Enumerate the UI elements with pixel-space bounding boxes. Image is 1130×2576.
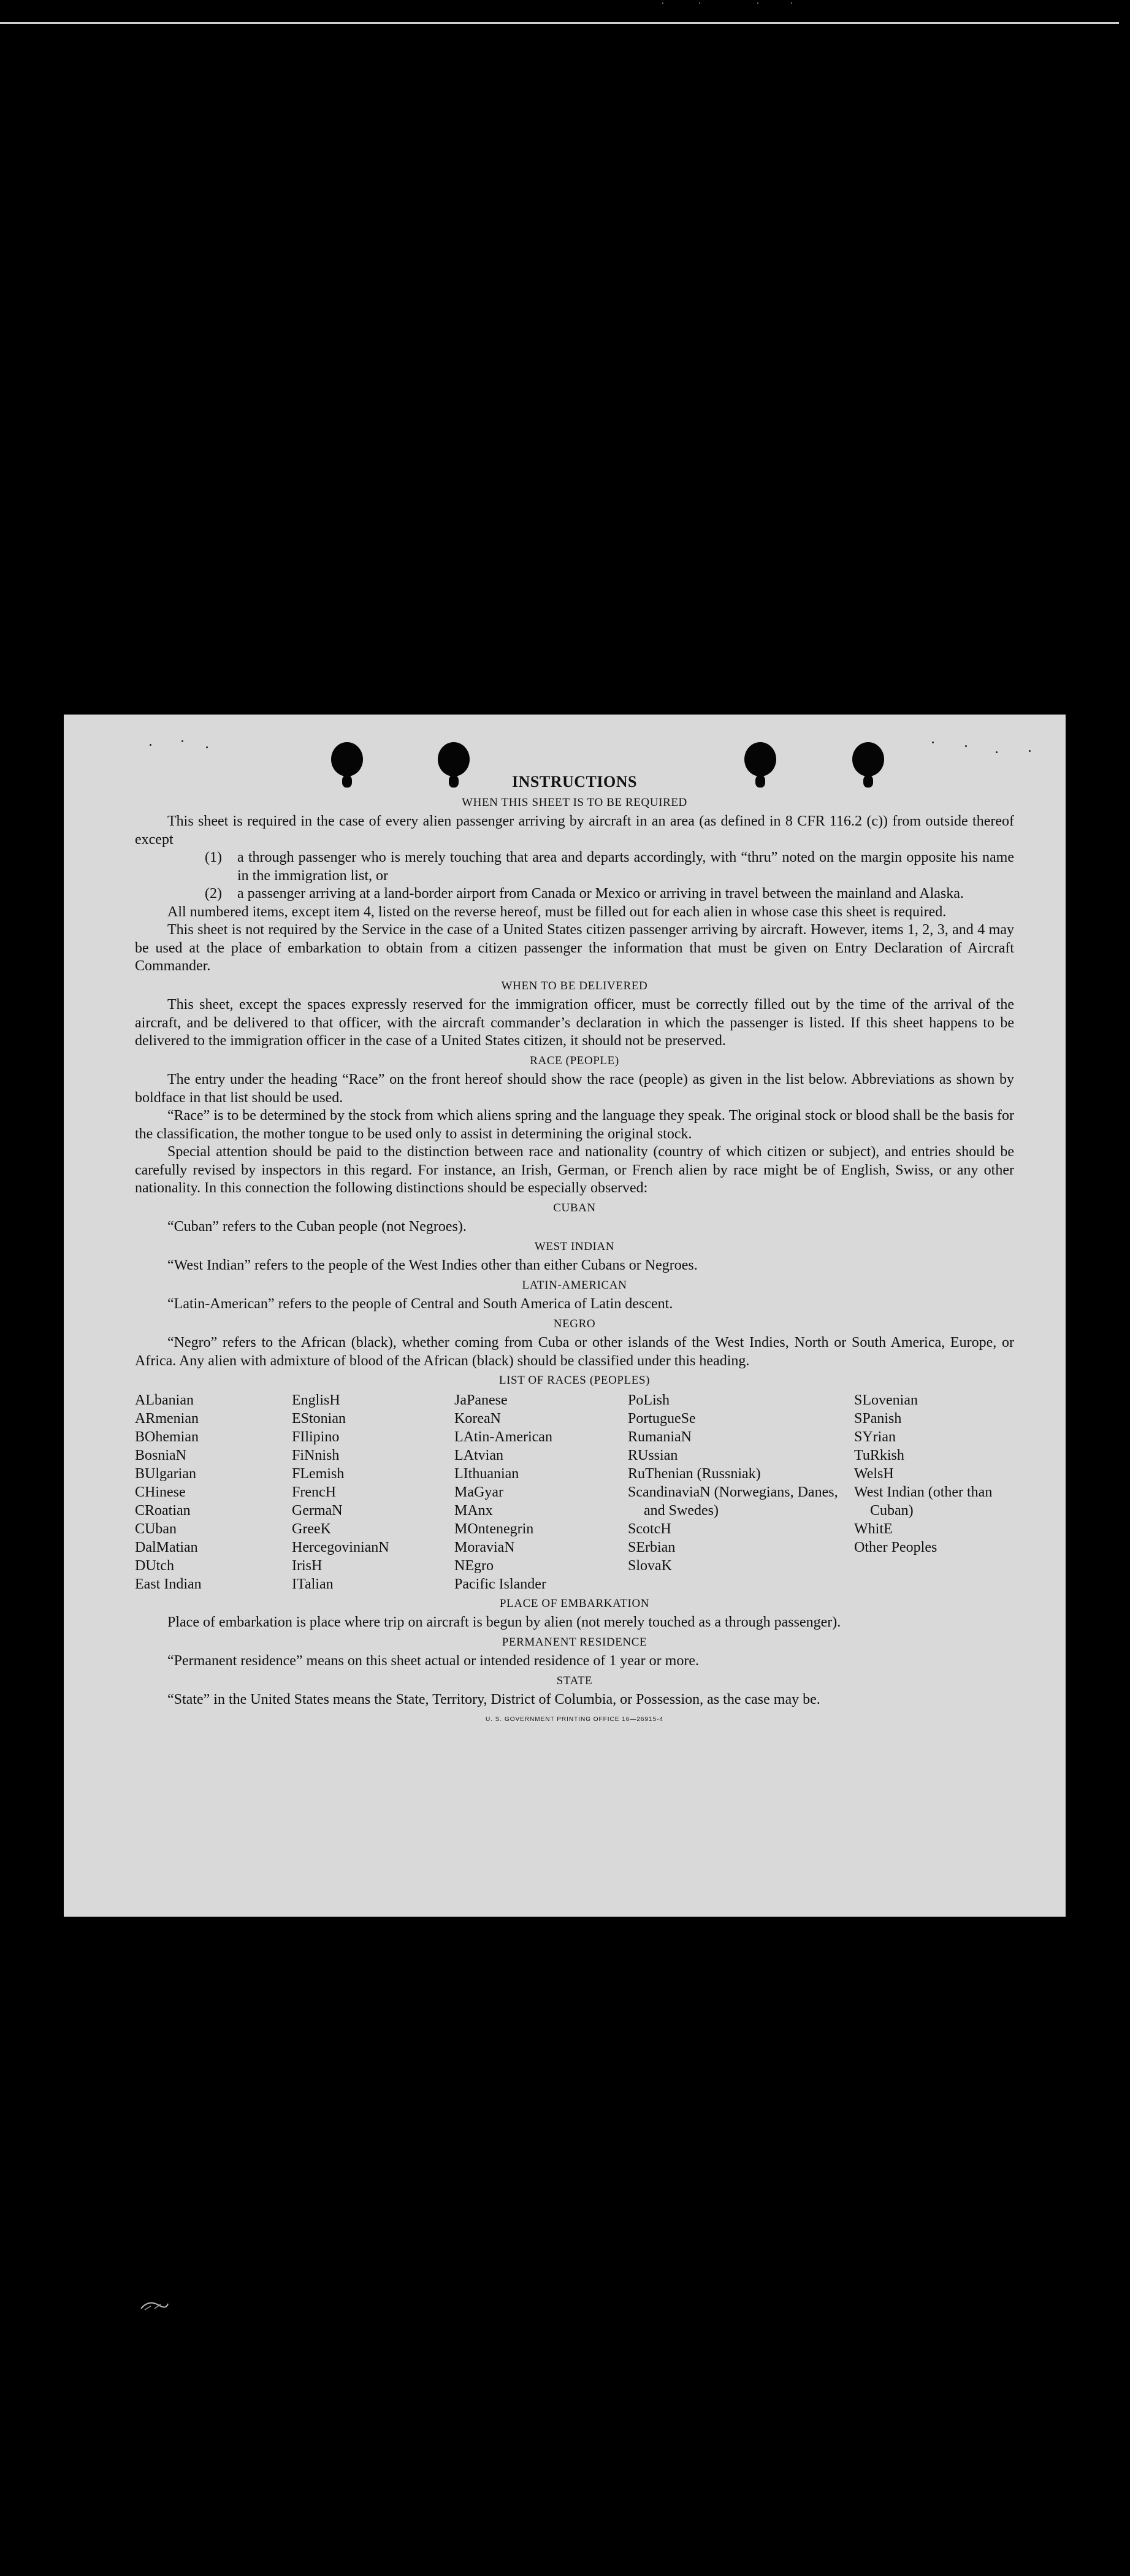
film-specks <box>662 2 846 6</box>
race-entry: PortugueSe <box>628 1410 696 1427</box>
film-scratch-mark <box>140 2299 169 2312</box>
section-heading: PERMANENT RESIDENCE <box>502 1635 647 1649</box>
race-entry: CRoatian <box>135 1502 191 1519</box>
section-race <box>135 1052 1014 1198</box>
section-residence <box>135 1633 1014 1671</box>
race-entry: FrencH <box>292 1484 336 1500</box>
paragraph: “Latin-American” refers to the people of Central and South America of Latin descent. <box>167 1296 673 1312</box>
section-heading: CUBAN <box>553 1201 596 1214</box>
race-entry: ALbanian <box>135 1392 194 1408</box>
section-heading: LATIN-AMERICAN <box>522 1278 627 1292</box>
race-entry: MOntenegrin <box>454 1520 534 1537</box>
punch-hole <box>331 742 363 776</box>
race-entry: MaGyar <box>454 1484 503 1500</box>
race-entry: PoLish <box>628 1392 670 1408</box>
race-entry: SLovenian <box>854 1392 918 1408</box>
race-entry: FIlipino <box>292 1428 340 1445</box>
section-state <box>135 1672 1014 1709</box>
section-heading: WHEN THIS SHEET IS TO BE REQUIRED <box>462 795 687 809</box>
race-entry: HercegovinianN <box>292 1539 389 1555</box>
race-entry: RumaniaN <box>628 1428 692 1445</box>
race-entry: FiNnish <box>292 1447 340 1463</box>
race-entry: ScotcH <box>628 1520 671 1537</box>
section-heading: STATE <box>556 1674 593 1687</box>
race-column <box>454 1391 628 1593</box>
section-when-delivered <box>135 977 1014 1051</box>
race-entry: CHinese <box>135 1484 186 1500</box>
races-grid <box>135 1391 1014 1593</box>
paragraph: The entry under the heading “Race” on the front hereof should show the race (people) as given in the list below. Abbreviations as shown by boldface in that list should be used. <box>135 1071 1014 1106</box>
race-entry: RuThenian (Russniak) <box>628 1465 761 1482</box>
film-top-rule <box>0 22 1119 24</box>
item-number: (2) <box>205 886 222 902</box>
paragraph: “Race” is to be determined by the stock from which aliens spring and the language they speak. The original stock or blood shall be the basis for the classification, the mother tongue to be used only to assist in determining the original stock. <box>135 1108 1014 1142</box>
race-entry: EStonian <box>292 1410 346 1427</box>
race-entry: Pacific Islander <box>454 1576 546 1592</box>
race-entry: East Indian <box>135 1576 202 1592</box>
race-entry: NEgro <box>454 1557 494 1574</box>
race-entry: FLemish <box>292 1465 345 1482</box>
race-entry: CUban <box>135 1520 177 1537</box>
section-list-of-races <box>135 1371 1014 1593</box>
paragraph: “Negro” refers to the African (black), whether coming from Cuba or other islands of the West Indies, North or South America, Europe, or Africa. Any alien with admixture of blood of the African (black) should be classified under this heading. <box>135 1335 1014 1369</box>
race-entry: ScandinaviaN (Norwegians, Danes, and Swedes) <box>628 1484 838 1519</box>
section-latin-american <box>135 1276 1014 1314</box>
race-entry: DUtch <box>135 1557 174 1574</box>
paragraph: “Permanent residence” means on this sheet actual or intended residence of 1 year or more. <box>167 1653 699 1669</box>
section-negro <box>135 1315 1014 1371</box>
race-entry: West Indian (other than Cuban) <box>854 1484 993 1519</box>
race-entry: RUssian <box>628 1447 678 1463</box>
race-column <box>292 1391 454 1593</box>
race-entry: BUlgarian <box>135 1465 196 1482</box>
section-heading: NEGRO <box>553 1317 596 1330</box>
section-heading: PLACE OF EMBARKATION <box>499 1597 650 1610</box>
section-heading: LIST OF RACES (PEOPLES) <box>498 1374 651 1387</box>
race-entry: LIthuanian <box>454 1465 519 1482</box>
race-entry: ITalian <box>292 1576 334 1592</box>
section-when-required <box>135 794 1014 976</box>
race-entry: WhitE <box>854 1520 893 1537</box>
race-column <box>135 1391 292 1593</box>
race-entry: JaPanese <box>454 1392 508 1408</box>
race-entry: BOhemian <box>135 1428 199 1445</box>
page-title: INSTRUCTIONS <box>512 773 637 791</box>
list-item <box>205 885 1014 903</box>
paragraph: Place of embarkation is place where trip on aircraft is begun by alien (not merely touched as a through passenger). <box>167 1614 841 1630</box>
punch-hole <box>438 742 470 776</box>
race-entry: TuRkish <box>854 1447 904 1463</box>
section-heading: WHEN TO BE DELIVERED <box>501 979 648 992</box>
race-entry: ARmenian <box>135 1410 199 1427</box>
race-entry: SErbian <box>628 1539 676 1555</box>
race-entry: SPanish <box>854 1410 902 1427</box>
race-entry: GermaN <box>292 1502 343 1519</box>
paragraph: This sheet is not required by the Service in the case of a United States citizen passenger arriving by aircraft. However, items 1, 2, 3, and 4 may be used at the place of embarkation to obtain from a citizen passenger the information that must be given on Entry Declaration of Aircraft Commander. <box>135 922 1014 974</box>
paragraph: All numbered items, except item 4, listed on the reverse hereof, must be filled out for each alien in whose case this sheet is required. <box>167 903 947 920</box>
item-text: a passenger arriving at a land-border airport from Canada or Mexico or arriving in travel between the mainland and Alaska. <box>237 886 964 902</box>
paragraph: This sheet, except the spaces expressly reserved for the immigration officer, must be correctly filled out by the time of the arrival of the aircraft, and be delivered to that officer, with the aircraft commander’s declaration in which the passenger is listed. If this sheet happens to be delivered to the immigration officer in the case of a United States citizen, it should not be preserved. <box>135 997 1014 1049</box>
race-entry: LAtin-American <box>454 1428 552 1445</box>
race-entry: LAtvian <box>454 1447 503 1463</box>
item-number: (1) <box>205 849 222 865</box>
race-entry: GreeK <box>292 1520 331 1537</box>
section-embarkation <box>135 1595 1014 1632</box>
race-entry: SlovaK <box>628 1557 672 1574</box>
printer-note: U. S. GOVERNMENT PRINTING OFFICE 16—26915-4 <box>485 1715 664 1723</box>
race-column <box>628 1391 854 1593</box>
race-entry: IrisH <box>292 1557 323 1574</box>
section-heading: WEST INDIAN <box>534 1240 615 1253</box>
race-column <box>854 1391 1014 1593</box>
section-heading: RACE (PEOPLE) <box>530 1054 619 1067</box>
paragraph: “Cuban” refers to the Cuban people (not Negroes). <box>167 1219 467 1235</box>
list-item <box>205 849 1014 885</box>
paragraph: “State” in the United States means the State, Territory, District of Columbia, or Possession, as the case may be. <box>167 1692 820 1708</box>
race-entry: WelsH <box>854 1465 894 1482</box>
item-text: a through passenger who is merely touching that area and departs accordingly, with “thru” noted on the margin opposite his name in the immigration list, or <box>237 849 1014 884</box>
race-entry: KoreaN <box>454 1410 501 1427</box>
race-entry: DalMatian <box>135 1539 198 1555</box>
race-entry: Other Peoples <box>854 1539 937 1555</box>
paragraph: Special attention should be paid to the distinction between race and nationality (country of which citizen or subject), and entries should be carefully revised by inspectors in this regard. For instance, an Irish, German, or French alien by race might be of English, Swiss, or any other nationality. In this connection the following distinctions should be especially observed: <box>135 1144 1014 1196</box>
paragraph: This sheet is required in the case of every alien passenger arriving by aircraft in an area (as defined in 8 CFR 116.2 (c)) from outside thereof except <box>135 813 1014 848</box>
punch-hole <box>744 742 776 776</box>
section-cuban <box>135 1199 1014 1236</box>
punch-hole <box>852 742 884 776</box>
race-entry: MAnx <box>454 1502 493 1519</box>
race-entry: EnglisH <box>292 1392 340 1408</box>
race-entry: MoraviaN <box>454 1539 515 1555</box>
section-west-indian <box>135 1238 1014 1275</box>
race-entry: BosniaN <box>135 1447 186 1463</box>
race-entry: SYrian <box>854 1428 896 1445</box>
paragraph: “West Indian” refers to the people of the West Indies other than either Cubans or Negroes. <box>167 1257 698 1273</box>
instruction-sheet <box>64 715 1066 1917</box>
